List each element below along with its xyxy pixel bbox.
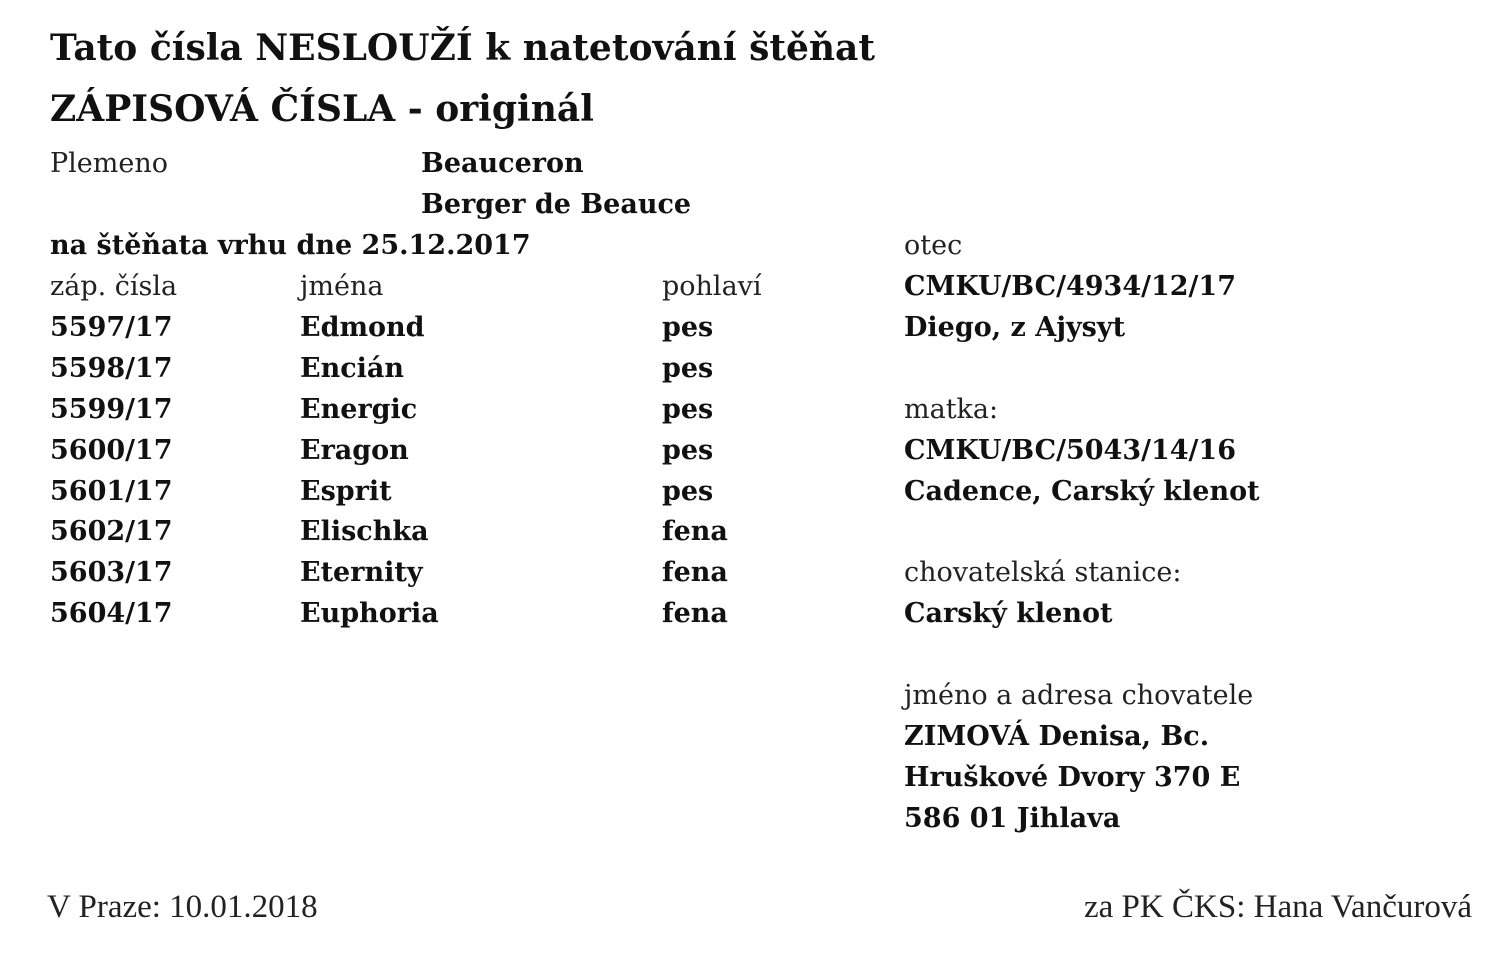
column-header-sex: pohlaví bbox=[662, 271, 762, 302]
puppy-sex: pes bbox=[662, 394, 714, 425]
father-reg: CMKU/BC/4934/12/17 bbox=[904, 271, 1236, 302]
father-label: otec bbox=[904, 230, 963, 261]
reg-number: 5599/17 bbox=[50, 394, 173, 425]
breeder-city: 586 01 Jihlava bbox=[904, 803, 1121, 834]
column-header-reg: záp. čísla bbox=[50, 271, 178, 302]
breed-name-alt: Berger de Beauce bbox=[421, 189, 692, 220]
puppy-sex: fena bbox=[662, 516, 728, 547]
reg-number: 5598/17 bbox=[50, 353, 173, 384]
reg-number: 5602/17 bbox=[50, 516, 173, 547]
notice-heading: Tato čísla NESLOUŽÍ k natetování štěňat bbox=[50, 27, 876, 69]
mother-name: Cadence, Carský klenot bbox=[904, 476, 1260, 507]
puppy-name: Energic bbox=[300, 394, 418, 425]
place-and-date: V Praze: 10.01.2018 bbox=[47, 889, 318, 925]
reg-number: 5603/17 bbox=[50, 557, 173, 588]
mother-reg: CMKU/BC/5043/14/16 bbox=[904, 435, 1236, 466]
puppy-name: Edmond bbox=[300, 312, 425, 343]
kennel-name: Carský klenot bbox=[904, 598, 1113, 629]
puppy-name: Esprit bbox=[300, 476, 392, 507]
signatory: za PK ČKS: Hana Vančurová bbox=[1084, 889, 1472, 925]
puppy-name: Eternity bbox=[300, 557, 423, 588]
column-header-name: jména bbox=[300, 271, 384, 302]
mother-label: matka: bbox=[904, 394, 999, 425]
reg-number: 5601/17 bbox=[50, 476, 173, 507]
litter-date: na štěňata vrhu dne 25.12.2017 bbox=[50, 230, 531, 261]
breed-label: Plemeno bbox=[50, 148, 169, 179]
father-name: Diego, z Ajysyt bbox=[904, 312, 1126, 343]
puppy-sex: fena bbox=[662, 557, 728, 588]
breeder-label: jméno a adresa chovatele bbox=[904, 680, 1254, 711]
puppy-name: Elischka bbox=[300, 516, 429, 547]
kennel-label: chovatelská stanice: bbox=[904, 557, 1182, 588]
document-title: ZÁPISOVÁ ČÍSLA - originál bbox=[50, 88, 594, 130]
reg-number: 5604/17 bbox=[50, 598, 173, 629]
breeder-street: Hruškové Dvory 370 E bbox=[904, 762, 1241, 793]
reg-number: 5600/17 bbox=[50, 435, 173, 466]
breeder-name: ZIMOVÁ Denisa, Bc. bbox=[904, 721, 1210, 752]
puppy-name: Eragon bbox=[300, 435, 409, 466]
breed-name: Beauceron bbox=[421, 148, 584, 179]
puppy-sex: pes bbox=[662, 312, 714, 343]
puppy-name: Encián bbox=[300, 353, 405, 384]
puppy-sex: pes bbox=[662, 435, 714, 466]
puppy-name: Euphoria bbox=[300, 598, 439, 629]
puppy-sex: pes bbox=[662, 353, 714, 384]
reg-number: 5597/17 bbox=[50, 312, 173, 343]
puppy-sex: fena bbox=[662, 598, 728, 629]
puppy-sex: pes bbox=[662, 476, 714, 507]
